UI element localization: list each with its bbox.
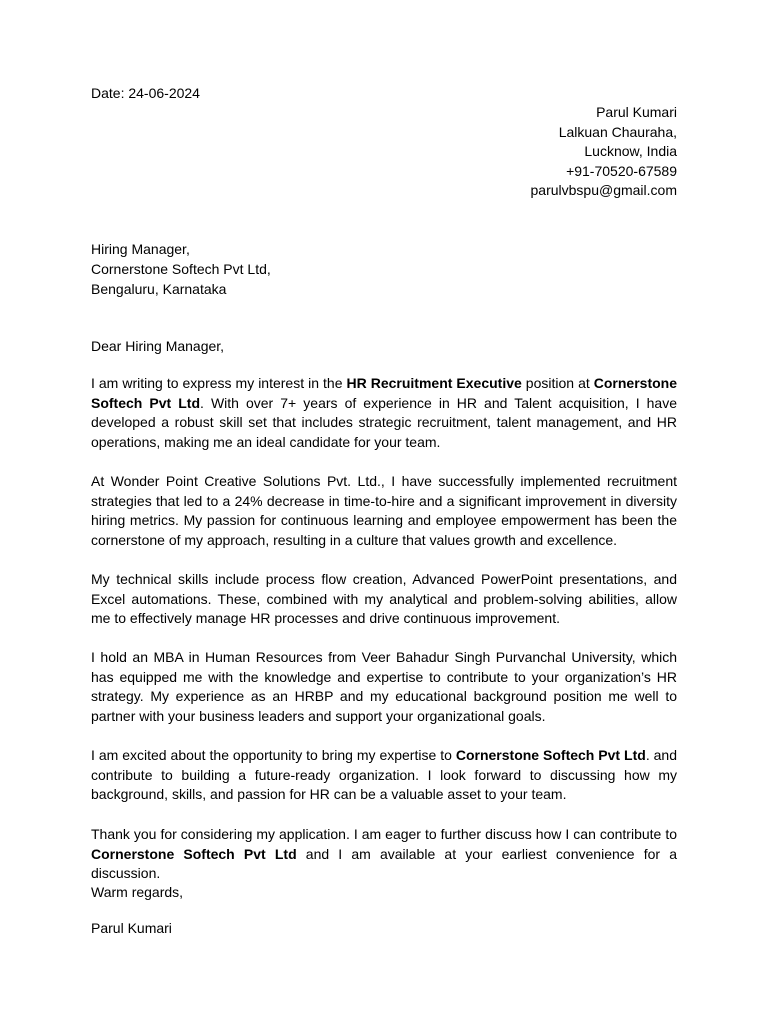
sender-block — [531, 103, 678, 201]
p1-position-title: HR Recruitment Executive — [346, 375, 522, 391]
sender-address-line1: Lalkuan Chauraha, — [558, 123, 677, 140]
recipient-location: Bengaluru, Karnataka — [91, 280, 227, 297]
sender-email: parulvbspu@gmail.com — [530, 182, 677, 198]
paragraph-experience: At Wonder Point Creative Solutions Pvt. Ltd., I have successfully implemented recruitment strategies that led to a 24% decrease in time-to-hire and a significant improvement in diversity hiring metrics. My passion for continuous learning and employee empowerment has been the cornerstone of my approach, resulting in a culture that values growth and excellence. — [91, 473, 677, 548]
paragraph-intro — [91, 374, 677, 452]
sender-address-line2: Lucknow, India — [584, 143, 677, 159]
closing: Warm regards, — [91, 884, 184, 900]
p1-text-1: I am writing to express my interest in the — [91, 375, 347, 391]
recipient-company: Cornerstone Softech Pvt Ltd, — [91, 260, 271, 277]
p6-text-1: Thank you for considering my application. I am eager to further discuss how I can contribute to — [91, 826, 677, 842]
p5-text-2: . and contribute to building a future-ready organization. I look forward to discussing how my background, skills, and passion for HR can be a valuable asset to your team. — [91, 747, 678, 803]
p1-company-name: Cornerstone Softech Pvt Ltd — [91, 375, 677, 411]
salutation: Dear Hiring Manager, — [91, 338, 225, 354]
signature-name: Parul Kumari — [91, 920, 172, 936]
paragraph-excitement — [91, 746, 677, 805]
letter-date: Date: 24-06-2024 — [91, 85, 200, 101]
sender-phone: +91-70520-67589 — [566, 162, 677, 179]
p1-text-2: position at — [521, 375, 594, 391]
recipient-block — [91, 240, 271, 299]
p6-text-2: and I am available at your earliest convenience for a discussion. — [91, 845, 677, 882]
p6-company-name: Cornerstone Softech Pvt Ltd — [91, 845, 297, 862]
recipient-title: Hiring Manager, — [91, 241, 190, 257]
paragraph-education: I hold an MBA in Human Resources from Veer Bahadur Singh Purvanchal University, which has equipped me with the knowledge and expertise to contribute to your organization’s HR strategy. My experience as an HRBP and my educational background position me well to partner with your business leaders and support your organizational goals. — [91, 649, 677, 724]
p5-text-1: I am excited about the opportunity to bring my expertise to — [91, 747, 456, 763]
paragraph-thanks — [91, 825, 677, 884]
paragraph-skills: My technical skills include process flow creation, Advanced PowerPoint presentations, and Excel automations. These, combined with my analytical and problem-solving abilities, allow me to effectively manage HR processes and drive continuous improvement. — [91, 571, 677, 627]
p1-text-3: . With over 7+ years of experience in HR and Talent acquisition, I have developed a robust skill set that includes strategic recruitment, talent management, and HR operations, making me an ideal candidate for your team. — [91, 394, 678, 450]
p5-company-name: Cornerstone Softech Pvt Ltd — [455, 747, 646, 763]
sender-name: Parul Kumari — [596, 104, 677, 120]
